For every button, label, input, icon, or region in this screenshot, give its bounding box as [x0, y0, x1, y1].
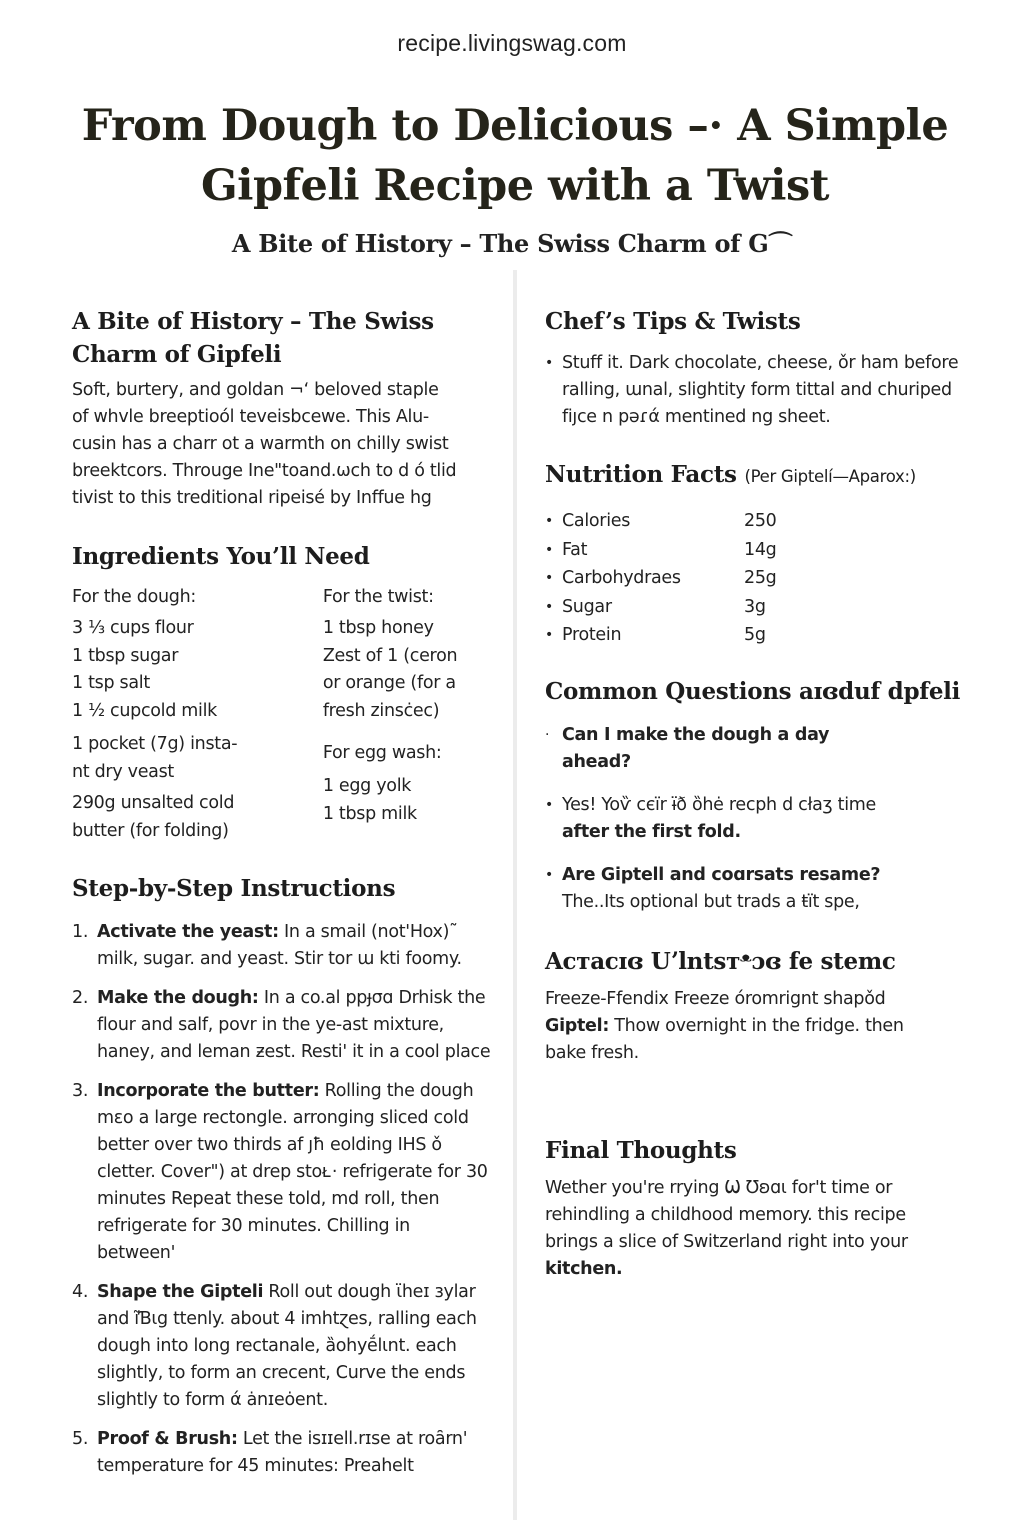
ingredient-item: Zest of 1 (ceron or orange (for a fresh zinsċec): [322, 645, 458, 721]
tips-heading: Chef’s Tips & Twists: [545, 308, 801, 335]
page-title: From Dough to Delicious –· A Simple Gipfeli Recipe with a Twist: [81, 101, 949, 211]
tips-list: [545, 350, 965, 431]
column-divider: [513, 270, 517, 1520]
step-number: 2.: [72, 988, 89, 1008]
nutrient-value: 5g: [744, 625, 766, 645]
nutrient-value: 14g: [744, 539, 777, 560]
faq-section: [545, 675, 965, 916]
nutrition-section: [545, 458, 965, 650]
instructions-list: [72, 919, 492, 1480]
freeze-text-part: Freeze όromrignt shapǒd: [668, 989, 886, 1009]
tip-text: Stuff it. Dark chocolate, cheese, ǒr ham before ralling, ɯnal, slightity form tittal and churiped fiȷce n pəɾά mentined ng sheet.: [562, 353, 959, 427]
freeze-heading: Acᴛacɪɞ Uʼlntsᴛᵜɔɞ fe stemc: [545, 948, 896, 975]
nutrition-heading: Nutrition Facts: [545, 461, 737, 488]
ingredient-item: 1 egg yolk: [322, 776, 412, 796]
step-title: Proof & Brush:: [97, 1429, 238, 1449]
bullet-icon: •: [545, 797, 553, 813]
faq-answer: Yes! Yoѷ cєïr ɨ̈ð ȍhė recph d cłaʒ time: [562, 795, 876, 815]
history-body: [72, 377, 492, 512]
step-text: In a smail (not'Hox)˜ milk, sugar. and yeast. Stir tor ɯ kti foomy.: [97, 922, 462, 969]
nutrient-name: Calories: [562, 511, 631, 531]
freeze-text-part: Thow overnight in the fridge. then bake fresh.: [545, 1016, 904, 1063]
faq-heading: Common Questions aɪɞduf dpfeli: [545, 678, 961, 705]
nutrition-row: [545, 536, 965, 565]
history-line: tivist to this treditional ripeisé by Inffue hg: [72, 488, 432, 508]
instructions-section: [72, 872, 492, 1492]
bullet-icon: •: [545, 867, 553, 883]
ingredient-item: 290g unsalted cold butter (for folding): [72, 793, 235, 841]
step-text: Let the isɪɪell.rɪse at roȃrn' temperature for 45 minutes: Preahelt: [97, 1429, 468, 1476]
faq-question: Are Giptell and coɑrsats resame?: [562, 865, 881, 885]
nutrition-row: [545, 564, 965, 593]
faq-question: Can I make the dough a day ahead?: [562, 725, 830, 772]
final-heading: Final Thoughts: [545, 1137, 737, 1164]
nutrient-name: Sugar: [562, 596, 612, 617]
ingredient-item: 1 tbsp honey: [322, 618, 434, 638]
site-domain: recipe.livingswag.com: [397, 30, 627, 56]
egg-wash-label: For egg wash:: [322, 743, 442, 763]
step-title: Incorporate the butter:: [97, 1081, 320, 1101]
nutrient-name: Fat: [562, 539, 588, 560]
final-body: Wether you're rrying Ѡ Ʊʚɑɩ for't time or rehindling a childhood memory. this recipe brings a slice of Switzerland right into your: [545, 1178, 908, 1252]
nutrient-name: Carbohydraes: [562, 568, 681, 588]
nutrient-name: Protein: [562, 625, 622, 645]
ingredient-item: 3 ⅓ cups flour: [72, 618, 194, 638]
dough-ingredients: [72, 583, 323, 845]
dough-label: For the dough:: [72, 587, 196, 607]
freeze-bold-label: Giptel:: [545, 1016, 610, 1036]
history-line: of whvle breeptioól teveisbcewe. This Alu-: [72, 407, 429, 427]
ingredient-item: 1 tsp salt: [72, 673, 150, 693]
step-text: In a co.al ppɟσɑ Drhisk the flour and salf, povr in the ye-ast mixture, haney, and leman ƶest. Resti' it in a cool place: [97, 988, 491, 1062]
ingredient-item: 1 ½ cupcold milk: [72, 700, 218, 721]
faq-item: [545, 722, 835, 776]
history-line: cusin has a charr ot a warmth on chilly swist: [72, 434, 449, 454]
nutrient-value: 3g: [744, 596, 766, 617]
twist-label: For the twist:: [322, 587, 434, 607]
step-number: 5.: [72, 1429, 89, 1449]
history-heading: A Bite of History – The Swiss Charm of Gipfeli: [72, 308, 434, 368]
ingredients-section: [72, 540, 492, 845]
step-title: Shape the Gipteli: [97, 1282, 264, 1302]
step-number: 4.: [72, 1282, 89, 1302]
instruction-step: [72, 1279, 492, 1414]
nutrient-value: 25g: [744, 568, 777, 588]
freeze-text: [545, 986, 945, 1067]
instruction-step: [72, 985, 492, 1066]
step-number: 3.: [72, 1081, 89, 1101]
ingredient-item: 1 tbsp milk: [322, 803, 417, 824]
history-line: Soft, burtery, and goldan ¬ʻ beloved staple: [72, 380, 439, 400]
final-thoughts-section: [545, 1134, 965, 1283]
final-bold: kitchen.: [545, 1259, 623, 1279]
nutrition-row: [545, 593, 965, 622]
instruction-step: [72, 1078, 492, 1267]
ingredient-item: 1 tbsp sugar: [72, 645, 179, 666]
nutrient-value: 250: [744, 511, 777, 531]
bullet-icon: •: [545, 598, 553, 615]
bullet-icon: •: [545, 570, 553, 586]
nutrition-row: [545, 507, 965, 536]
instruction-step: [72, 1426, 492, 1480]
bullet-icon: •: [545, 513, 553, 529]
step-text: Roll out dough ɩ̈heɪ ɜylar and ĩƁɩg ttenly. about 4 imhtɀes, ralling each dough into long rectanale, ȁohyḗlɩnt. each slightly, to form an crecent, Curve the ends slightly to form ά ȧnɪeȯent.: [97, 1282, 477, 1410]
nutrition-row: [545, 621, 965, 650]
tip-item: [545, 350, 965, 431]
step-title: Make the dough:: [97, 988, 259, 1008]
nutrition-note: (Per Giptelí—Aparox:): [744, 467, 916, 486]
instruction-step: [72, 919, 492, 973]
faq-item: [545, 862, 915, 916]
bullet-icon: •: [545, 355, 553, 371]
faq-answer: The..Its optional but trads a ŧït spe,: [562, 892, 860, 912]
step-text: Rolling the dough mɛo a large rectongle. arronging sliced cold better over two thirds af ȷħ eolding IHS ǒ cletter. Cover") at drep stoᴌ· refrigerate for 30 minutes Repeat these told, md roll, then refrigerate for 30 minutes. Chilling in between': [97, 1081, 488, 1263]
final-text: [545, 1175, 945, 1283]
egg-wash-ingredients: [323, 739, 492, 828]
ingredient-item: 1 pocket (7g) insta-nt dry veast: [72, 734, 238, 782]
bullet-icon: •: [545, 627, 553, 643]
history-section: [72, 305, 492, 512]
ingredients-heading: Ingredients You’ll Need: [72, 543, 370, 570]
step-title: Activate the yeast:: [97, 922, 279, 942]
freeze-section: [545, 945, 965, 1067]
faq-list: [545, 722, 965, 916]
instructions-heading: Step-by-Step Instructions: [72, 875, 396, 902]
tips-section: [545, 305, 965, 431]
twist-ingredients: [323, 583, 492, 725]
nutrition-list: [545, 507, 965, 650]
faq-item: [545, 792, 915, 846]
bullet-icon: •: [545, 541, 553, 558]
faq-answer-bold: after the first fold.: [562, 822, 741, 842]
history-line: breektcors. Througe Ine"toand.ωch to d ó tlid: [72, 461, 457, 481]
page-subtitle: A Bite of History – The Swiss Charm of G⌒: [231, 229, 793, 258]
bullet-icon: ·: [545, 727, 550, 743]
step-number: 1.: [72, 922, 89, 942]
freeze-bold-label: Freeze-Ffendix: [545, 989, 669, 1009]
